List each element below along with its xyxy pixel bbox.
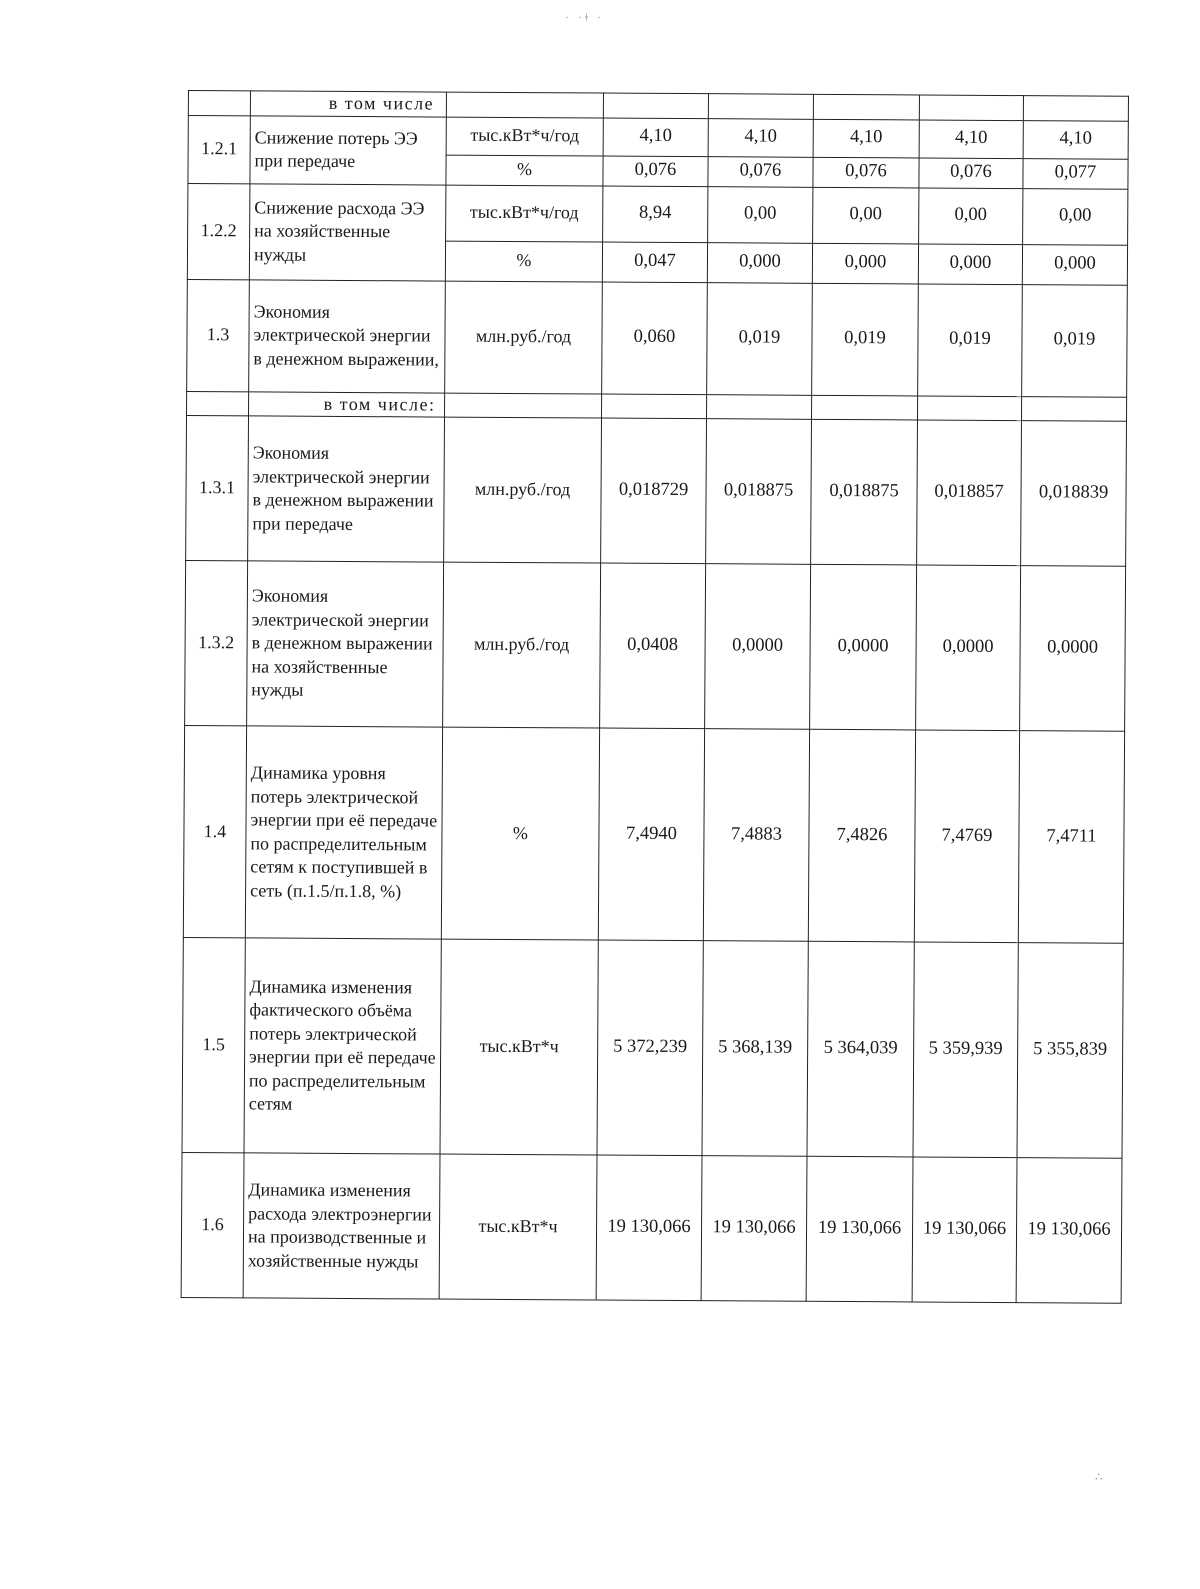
value-cell: 4,10 [708,118,813,157]
empty-cell [812,395,918,420]
value-cell: 0,047 [602,242,707,283]
empty-cell [917,395,1021,420]
value-cell: 5 364,039 [807,941,914,1157]
value-cell: 8,94 [603,186,708,243]
table-row [188,115,1128,159]
value-cell: 4,10 [813,119,919,158]
table-row [181,1152,1122,1303]
indicator-name: Экономия электрической энергии в денежном выражении, [249,279,446,392]
row-number: 1.5 [182,937,245,1152]
value-cell: 0,019 [1022,284,1128,397]
value-cell: 19 130,066 [701,1156,807,1302]
empty-cell [708,94,813,119]
value-cell: 7,4711 [1018,731,1124,944]
value-cell: 0,076 [813,157,919,188]
scan-speck-top: · ·ǂ · [565,10,604,24]
unit-cell: млн.руб./год [443,562,601,728]
table-row [188,183,1128,245]
indicators-table [181,90,1129,1304]
row-number: 1.3.1 [186,415,249,560]
value-cell: 0,000 [812,243,918,284]
row-number: 1.4 [183,725,246,937]
value-cell: 5 355,839 [1017,943,1123,1159]
empty-cell [1021,396,1126,421]
value-cell: 19 130,066 [806,1156,913,1302]
unit-cell: млн.руб./год [445,281,603,394]
row-number-cell [188,91,250,116]
value-cell: 19 130,066 [912,1157,1017,1303]
row-number: 1.3 [187,279,250,391]
empty-cell [446,92,603,117]
unit-cell: % [441,727,599,940]
value-cell: 0,000 [707,242,812,283]
scan-speck-bottom: ∴ [1095,1470,1106,1484]
value-cell: 7,4769 [914,730,1019,943]
unit-cell: тыс.кВт*ч/год [446,117,603,156]
empty-cell [602,394,707,419]
empty-cell [919,95,1023,120]
table-row [183,725,1124,943]
value-cell: 0,076 [603,156,708,187]
value-cell: 0,0000 [810,564,917,730]
indicator-name: Экономия электрической энергии в денежном выражении на хозяйственные нужды [247,561,444,727]
value-cell: 0,0000 [1020,566,1126,732]
value-cell: 0,018875 [811,419,918,565]
value-cell: 0,0408 [600,563,706,729]
value-cell: 4,10 [919,119,1023,158]
value-cell: 0,00 [1023,188,1128,245]
value-cell: 0,077 [1023,158,1128,189]
value-cell: 19 130,066 [1016,1158,1122,1304]
empty-cell [813,94,919,119]
value-cell: 7,4826 [808,729,915,942]
table-row [186,415,1127,566]
indicator-name: Снижение потерь ЭЭ при передаче [250,115,446,184]
value-cell: 19 130,066 [596,1155,702,1301]
empty-cell [445,393,602,418]
value-cell: 0,000 [1022,244,1127,285]
unit-cell: % [445,241,602,282]
unit-cell: млн.руб./год [444,417,602,563]
value-cell: 0,000 [918,243,1022,284]
value-cell: 0,018875 [706,419,812,565]
value-cell: 0,019 [812,283,919,396]
row-number: 1.2.1 [188,115,250,183]
value-cell: 5 359,939 [913,942,1018,1158]
row-number: 1.3.2 [185,560,248,725]
subheader-label: в том числе [250,91,446,117]
value-cell: 4,10 [603,118,708,157]
table-row [187,279,1128,397]
subheader-label: в том числе: [249,391,445,417]
indicator-name: Снижение расхода ЭЭ на хозяйственные нужды [249,183,446,280]
value-cell: 0,018729 [601,418,707,564]
unit-cell: тыс.кВт*ч [440,939,598,1155]
value-cell: 0,060 [602,282,708,395]
empty-cell [1023,96,1128,121]
row-number: 1.6 [181,1152,244,1297]
value-cell: 0,076 [708,156,813,187]
unit-cell: тыс.кВт*ч/год [446,185,603,242]
value-cell: 0,0000 [705,564,811,730]
indicator-name: Динамика уровня потерь электрической энергии при её передаче по распределительным сетям к поступившей в сеть (п.1.5/п.1.8, %) [245,726,442,939]
value-cell: 7,4883 [703,729,809,942]
unit-cell: тыс.кВт*ч [439,1154,597,1300]
empty-cell [707,394,812,419]
table-row [182,937,1123,1158]
value-cell: 0,019 [707,282,813,395]
value-cell: 7,4940 [598,728,704,941]
value-cell: 0,019 [918,283,1023,396]
value-cell: 5 368,139 [702,941,808,1157]
row-number: 1.2.2 [187,183,250,279]
value-cell: 0,0000 [916,565,1021,731]
empty-cell [603,93,708,118]
value-cell: 5 372,239 [597,940,703,1156]
value-cell: 0,00 [708,186,813,243]
value-cell: 0,018857 [917,420,1022,566]
unit-cell: % [446,155,603,186]
table-row [185,560,1126,731]
value-cell: 0,00 [813,187,919,244]
indicator-name: Динамика изменения расхода электроэнергии на производственные и хозяйственные нужды [243,1153,440,1299]
value-cell: 0,018839 [1021,421,1127,567]
value-cell: 0,00 [919,187,1023,244]
value-cell: 0,076 [919,157,1023,188]
row-number-cell [187,391,249,416]
indicator-name: Динамика изменения фактического объёма потерь электрической энергии при её передаче по распределительным сетям [244,938,441,1154]
indicator-name: Экономия электрической энергии в денежном выражении при передаче [248,416,445,562]
value-cell: 4,10 [1023,120,1128,159]
